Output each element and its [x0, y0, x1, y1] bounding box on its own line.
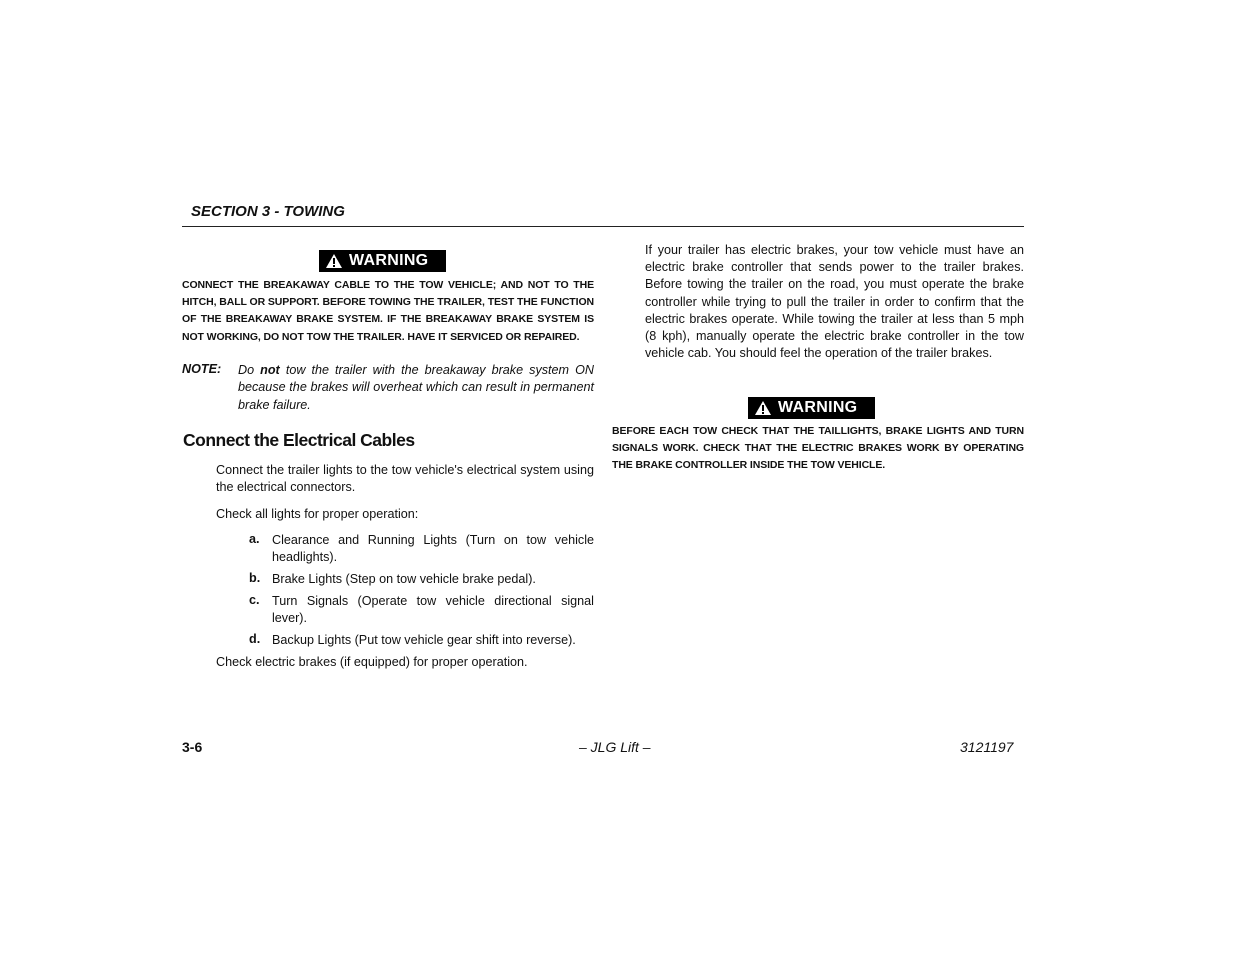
para-check-brakes: Check electric brakes (if equipped) for proper operation.	[216, 655, 528, 669]
list-letter-c: c.	[249, 593, 260, 607]
para-check-lights: Check all lights for proper operation:	[216, 507, 419, 521]
note-text	[238, 362, 594, 414]
list-item-d: Backup Lights (Put tow vehicle gear shift into reverse).	[272, 633, 576, 647]
list-item-a: Clearance and Running Lights (Turn on tow vehicle headlights).	[272, 533, 594, 565]
footer-center: – JLG Lift –	[579, 739, 651, 755]
warning-badge-2	[748, 397, 875, 419]
warning-text-1: CONNECT THE BREAKAWAY CABLE TO THE TOW VEHICLE; AND NOT TO THE HITCH, BALL OR SUPPORT. BEFORE TOWING THE TRAILER, TEST THE FUNCTION OF THE BREAKAWAY BRAKE SYSTEM. IF THE BREAKAWAY BRAKE SYSTEM IS NOT WORKING, DO NOT TOW THE TRAILER. HAVE IT SERVICED OR REPAIRED.	[182, 279, 594, 343]
note-text-start: Do	[238, 363, 261, 377]
para-electric-brakes: If your trailer has electric brakes, your tow vehicle must have an electric brake controller that sends power to the trailer brakes. Before towing the trailer on the road, you must operate the brake controller while trying to pull the trailer in order to confirm that the electric brakes operate. While towing the trailer at less than 5 mph (8 kph), manually operate the electric brake controller in the tow vehicle cab. You should feel the operation of the trailer brakes.	[645, 243, 1024, 361]
warning-triangle-icon	[325, 253, 343, 269]
note-text-end: tow the trailer with the breakaway brake system ON because the brakes will overheat which can result in permanent brake failure.	[238, 363, 594, 412]
list-item-b: Brake Lights (Step on tow vehicle brake pedal).	[272, 572, 536, 586]
doc-number: 3121197	[960, 739, 1014, 755]
warning-text-2: BEFORE EACH TOW CHECK THAT THE TAILLIGHTS, BRAKE LIGHTS AND TURN SIGNALS WORK. CHECK THAT THE ELECTRIC BRAKES WORK BY OPERATING THE BRAKE CONTROLLER INSIDE THE TOW VEHICLE.	[612, 425, 1024, 472]
section-heading: Connect the Electrical Cables	[183, 430, 415, 450]
header-rule	[182, 226, 1024, 227]
section-title: SECTION 3 - TOWING	[191, 203, 345, 220]
warning-badge-1	[319, 250, 446, 272]
list-letter-b: b.	[249, 571, 261, 585]
warning-badge-label: WARNING	[349, 252, 429, 269]
list-letter-a: a.	[249, 532, 260, 546]
list-item-c: Turn Signals (Operate tow vehicle directional signal lever).	[272, 594, 594, 626]
para-connect: Connect the trailer lights to the tow vehicle's electrical system using the electrical connectors.	[216, 463, 594, 495]
list-letter-d: d.	[249, 632, 261, 646]
note-emphasis: not	[260, 363, 280, 377]
page-number: 3-6	[182, 739, 203, 755]
warning-triangle-icon	[754, 400, 772, 416]
note-label: NOTE:	[182, 362, 222, 376]
warning-badge-label: WARNING	[778, 399, 858, 416]
